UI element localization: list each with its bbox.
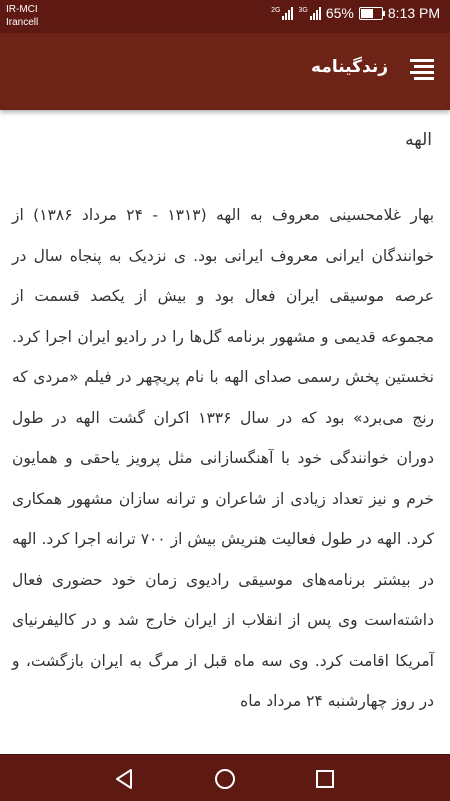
app-bar <box>0 33 450 110</box>
home-circle-icon[interactable] <box>214 768 236 790</box>
battery-percent: 65% <box>325 5 354 21</box>
status-indicators <box>271 5 440 21</box>
signal-3g-label: 3G <box>298 6 308 14</box>
signal-2g-label: 2G <box>271 6 281 14</box>
page-title: زندگینامه <box>311 57 388 77</box>
signal-2g-icon <box>271 7 293 20</box>
back-triangle-icon[interactable] <box>114 768 136 790</box>
clock: 8:13 PM <box>387 5 440 21</box>
article-content[interactable] <box>0 110 450 754</box>
status-bar <box>0 0 450 33</box>
carrier-name-primary: IR-MCI <box>6 4 38 15</box>
battery-level-fill <box>361 9 373 18</box>
recents-square-icon[interactable] <box>314 768 336 790</box>
battery-icon <box>359 7 383 20</box>
signal-3g-icon <box>298 7 320 20</box>
article-body: بهار غلامحسینی معروف به الهه (۱۳۱۳ - ۲۴ مرداد ۱۳۸۶) از خوانندگان ایرانی معروف ایرانی بود. ی نزدیک به پنجاه سال در عرصه موسیقی ایران فعال بود و بیش از یکصد قسمت از مجموعه قدیمی و مشهور برنامه گل‌ها را در رادیو ایران اجرا کرد. نخستین پخش رسمی صدای الهه با نام پریچهر در فیلم «مردی که رنج می‌برد» بود که در سال ۱۳۳۶ اکران گشت الهه در طول دوران خوانندگی خود با آهنگسازانی مثل پرویز یاحقی و همایون خرم و نیز تعداد زیادی از شاعران و ترانه سازان مشهور همکاری کرد. الهه در طول فعالیت هنریش بیش از ۷۰۰ ترانه اجرا کرد. الهه در بیشتر برنامه‌های موسیقی رادیوی زمان خود حضوری فعال داشته‌است وی پس از انقلاب از ایران خارج شد و در کالیفرنیای آمریکا اقامت کرد. وی سه ماه قبل از مرگ به ایران بازگشت، و در روز چهارشنبه ۲۴ مرداد ماه <box>12 206 435 710</box>
carrier-info <box>6 3 38 29</box>
article-title: الهه <box>405 130 432 150</box>
hamburger-menu-icon[interactable] <box>408 57 436 85</box>
navigation-bar <box>0 754 450 801</box>
carrier-name-secondary: Irancell <box>6 17 39 28</box>
